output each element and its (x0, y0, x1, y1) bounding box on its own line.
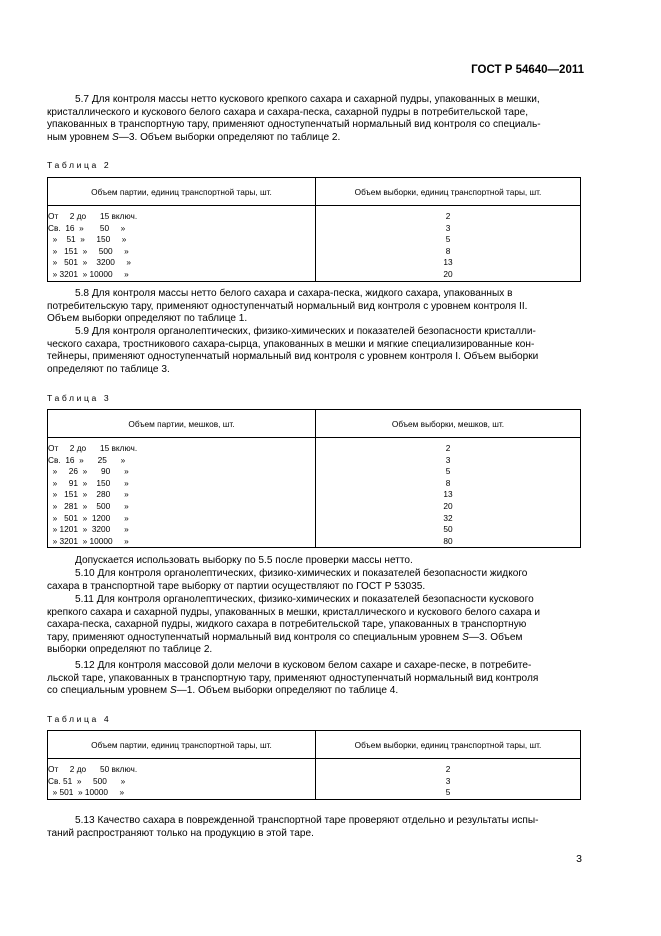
table-cell: 5 (316, 787, 581, 799)
table-cell: От 2 до 15 включ. (48, 211, 316, 223)
table-3-col1-header: Объем партии, мешков, шт. (48, 410, 316, 438)
table-cell: 80 (316, 536, 581, 548)
table-cell: » 91 » 150 » (48, 478, 316, 490)
text-line: 5.13 Качество сахара в поврежденной транспортной таре проверяют отдельно и результаты испы- (75, 815, 539, 826)
table-4-caption: Таблица 4 (47, 714, 112, 724)
table-cell: » 26 » 90 » (48, 466, 316, 478)
paragraph-5-8 (47, 288, 581, 326)
text-line: 5.11 Для контроля органолептических, физико-химических и показателей безопасности кускового (75, 594, 534, 605)
table-cell: » 151 » 280 » (48, 489, 316, 501)
text-line: крепкого сахара и сахарной пудры, упакованных в мешки, кристаллического и кускового белого сахара и (47, 606, 541, 618)
paragraph-5-13 (47, 815, 581, 840)
text-line: 5.12 Для контроля массовой доли мелочи в кусковом белом сахаре и сахаре-песке, в потребите- (75, 660, 532, 671)
text-line: 5.10 Для контроля органолептических, физико-химических и показателей безопасности жидкого (75, 568, 528, 579)
paragraph-5-10 (47, 568, 581, 593)
table-cell: 8 (316, 478, 581, 490)
text-line: со специальным уровнем S—1. Объем выборки определяют по таблице 4. (47, 685, 399, 697)
text-line: упакованных в транспортную тару, применяют одноступенчатый нормальный вид контроля со специаль- (47, 119, 541, 131)
table-cell: 50 (316, 524, 581, 536)
table-cell: 3 (316, 223, 581, 235)
text-line: таний распространяют только на продукцию в этой таре. (47, 827, 314, 839)
text-line: Допускается использовать выборку по 5.5 после проверки массы нетто. (75, 555, 413, 566)
text-line: тару, применяют одноступенчатый нормальный вид контроля со специальным уровнем S—3. Объем (47, 631, 523, 643)
table-cell: 2 (316, 764, 581, 776)
table-cell: 32 (316, 513, 581, 525)
text-line: сахара в транспортной таре выборку от партии осуществляют по ГОСТ Р 53035. (47, 580, 426, 592)
table-2-col1-header: Объем партии, единиц транспортной тары, шт. (48, 178, 316, 206)
table-cell: 20 (316, 501, 581, 513)
table-cell: 13 (316, 489, 581, 501)
text-line: Объем выборки определяют по таблице 1. (47, 313, 248, 325)
table-2 (47, 177, 581, 282)
table-cell: » 1201 » 3200 » (48, 524, 316, 536)
table-cell: Св. 16 » 25 » (48, 455, 316, 467)
text-line: 5.8 Для контроля массы нетто белого сахара и сахара-песка, жидкого сахара, упакованных в (75, 288, 513, 299)
text-line: ным уровнем S—3. Объем выборки определяют по таблице 2. (47, 131, 341, 143)
table-3-col2-header: Объем выборки, мешков, шт. (316, 410, 581, 438)
text-line: сахара-песка, сахарной пудры, жидкого сахара в потребительской таре, упакованных в транспортную (47, 619, 527, 631)
text-line: ческого сахара, тростникового сахара-сырца, упакованных в мешки и мягкие специализированные кон- (47, 338, 535, 350)
page-number: 3 (576, 853, 582, 865)
text-line: 5.9 Для контроля органолептических, физико-химических и показателей безопасности кристалли- (75, 326, 536, 337)
table-cell: 8 (316, 246, 581, 258)
table-cell: 13 (316, 257, 581, 269)
table-cell: » 51 » 150 » (48, 234, 316, 246)
table-cell: От 2 до 50 включ. (48, 764, 316, 776)
text-line: тейнеры, применяют одноступенчатый нормальный вид контроля с уровнем контроля I. Объем выборки (47, 351, 539, 363)
paragraph-5-12 (47, 660, 581, 698)
text-line: льской таре, упакованных в транспортную тару, применяют одноступенчатый нормальный вид контроля (47, 672, 539, 684)
table-cell: » 151 » 500 » (48, 246, 316, 258)
table-3 (47, 409, 581, 548)
paragraph-allowance (75, 555, 581, 568)
table-2-caption: Таблица 2 (47, 160, 112, 170)
table-cell: Св. 51 » 500 » (48, 776, 316, 788)
table-4-col1-header: Объем партии, единиц транспортной тары, шт. (48, 731, 316, 759)
table-cell: 5 (316, 466, 581, 478)
text-line: 5.7 Для контроля массы нетто кускового крепкого сахара и сахарной пудры, упакованных в мешки, (75, 94, 540, 105)
text-line: определяют по таблице 3. (47, 363, 170, 375)
text-line: выборки определяют по таблице 2. (47, 644, 213, 656)
paragraph-5-11 (47, 594, 581, 657)
table-cell: » 501 » 3200 » (48, 257, 316, 269)
table-cell: Св. 16 » 50 » (48, 223, 316, 235)
table-cell: 2 (316, 211, 581, 223)
table-cell: » 501 » 10000 » (48, 787, 316, 799)
table-cell: » 501 » 1200 » (48, 513, 316, 525)
text-line: потребительскую тару, применяют одноступенчатый нормальный вид контроля с уровнем контроля II. (47, 300, 528, 312)
table-cell: 5 (316, 234, 581, 246)
table-cell: От 2 до 15 включ. (48, 443, 316, 455)
table-4 (47, 730, 581, 800)
paragraph-5-7 (47, 94, 581, 144)
text-line: кристаллического и кускового белого сахара и сахара-песка, сахарной пудры в потребительской таре, (47, 106, 529, 118)
paragraph-5-9 (47, 326, 581, 376)
table-cell: » 3201 » 10000 » (48, 269, 316, 281)
table-cell: 20 (316, 269, 581, 281)
table-cell: 2 (316, 443, 581, 455)
document-header: ГОСТ Р 54640—2011 (471, 64, 584, 76)
table-4-col2-header: Объем выборки, единиц транспортной тары, шт. (316, 731, 581, 759)
table-3-caption: Таблица 3 (47, 393, 112, 403)
table-cell: » 3201 » 10000 » (48, 536, 316, 548)
table-cell: 3 (316, 455, 581, 467)
table-2-col2-header: Объем выборки, единиц транспортной тары, шт. (316, 178, 581, 206)
table-cell: 3 (316, 776, 581, 788)
table-cell: » 281 » 500 » (48, 501, 316, 513)
